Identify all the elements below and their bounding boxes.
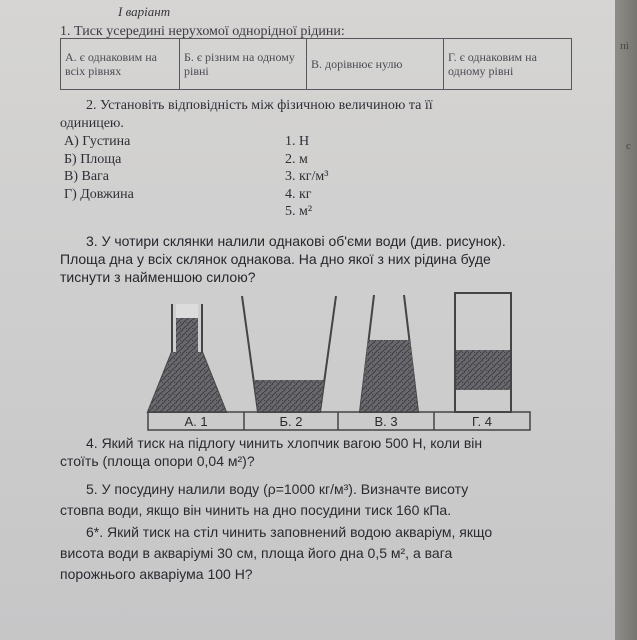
question-2-line-2: одиницею. (60, 116, 124, 131)
variant-heading: І варіант (118, 4, 171, 19)
glass-1 (148, 304, 226, 412)
question-5-line-1: 5. У посудину налили воду (ρ=1000 кг/м³). Визначте висоту (86, 481, 469, 497)
question-6-line-1: 6*. Який тиск на стіл чинить заповнений водою акваріум, якщо (86, 524, 493, 540)
adjacent-page-fragment-2: с (626, 140, 631, 152)
quantity-item: А) Густина (64, 134, 131, 149)
glass-label-3: В. 3 (374, 414, 398, 429)
option-a: А. є однаковим на всіх рівнях (61, 39, 180, 90)
question-5-text (60, 479, 605, 521)
question-6-line-3: порожнього акваріума 100 Н? (60, 566, 253, 582)
unit-item: 4. кг (285, 186, 312, 202)
glass-labels (148, 412, 530, 430)
question-3-line-1: 3. У чотири склянки налили однакові об'єми води (див. рисунок). (86, 233, 506, 249)
glass-4 (455, 293, 511, 412)
glass-label-2: Б. 2 (279, 414, 303, 429)
question-2-line-1: 2. Установіть відповідність між фізичною величиною та її (86, 98, 433, 113)
option-b: Б. є різним на одному рівні (180, 39, 307, 90)
unit-item: 1. Н (285, 134, 310, 149)
glass-label-4: Г. 4 (472, 414, 492, 429)
glass-label-1: А. 1 (184, 414, 208, 429)
question-6-line-2: висота води в акваріумі 30 см, площа його дна 0,5 м², а вага (60, 545, 453, 561)
question-3-line-3: тиснути з найменшою силою? (60, 269, 256, 285)
question-5-line-2: стовпа води, якщо він чинить на дно посудини тиск 160 кПа. (60, 502, 452, 518)
glass-2 (242, 296, 336, 412)
question-6-text (60, 522, 605, 585)
option-c: В. дорівнює нулю (307, 39, 444, 90)
unit-item: 3. кг/м³ (285, 169, 329, 184)
question-4-line-2: стоїть (площа опори 0,04 м²)? (60, 453, 255, 469)
quantity-item: Г) Довжина (64, 186, 134, 202)
question-4-line-1: 4. Який тиск на підлогу чинить хлопчик вагою 500 Н, коли він (86, 435, 483, 451)
question-4-text (60, 434, 600, 470)
question-1-text: 1. Тиск усередині нерухомої однорідної рідини: (60, 24, 345, 39)
quantity-item: В) Вага (64, 169, 110, 184)
unit-item: 5. м² (285, 204, 313, 219)
unit-item: 2. м (285, 151, 308, 167)
question-3-line-2: Площа дна у всіх склянок однакова. На дно якої з них рідина буде (60, 251, 491, 267)
quantity-item: Б) Площа (64, 151, 122, 167)
adjacent-page-fragment-1: пі (620, 40, 629, 52)
adjacent-page-edge (615, 0, 637, 640)
glass-3 (360, 295, 418, 412)
option-d: Г. є однаковим на одному рівні (444, 39, 572, 90)
